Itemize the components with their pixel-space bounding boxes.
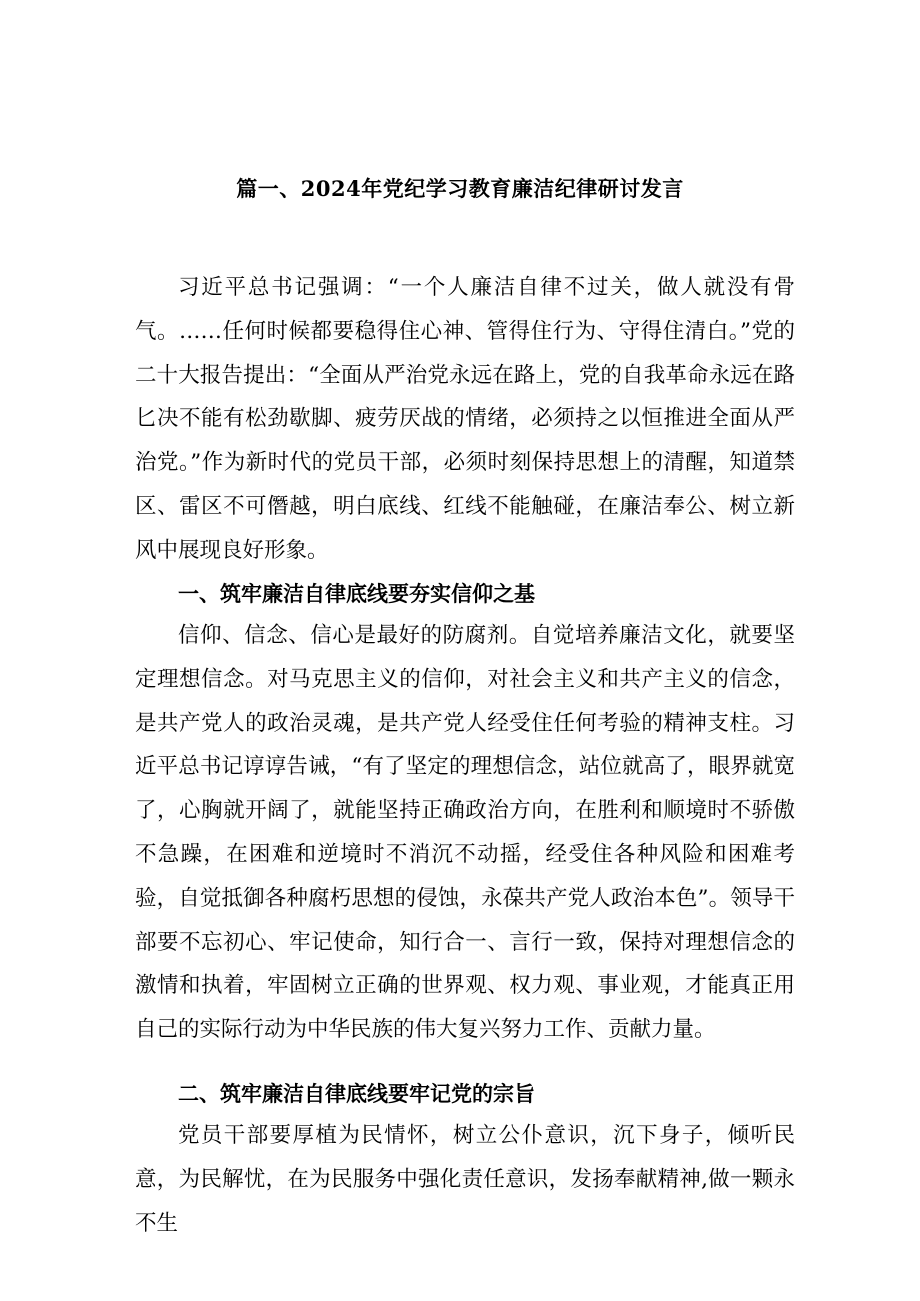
document-title: 篇一、2024年党纪学习教育廉洁纪律研讨发言	[236, 176, 684, 201]
section-paragraph-2: 党员干部要厚植为民情怀，树立公仆意识，沉下身子，倾听民意，为民解忧，在为民服务中强化责任意识，发扬奉献精神,做一颗永不生	[135, 1123, 795, 1236]
section-paragraph-1: 信仰、信念、信心是最好的防腐剂。自觉培养廉洁文化，就要坚定理想信念。对马克思主义的信仰，对社会主义和共产主义的信念，是共产党人的政治灵魂，是共产党人经受住任何考验的精神支柱。习近平总书记谆谆告诫，“有了坚定的理想信念，站位就高了，眼界就宽了，心胸就开阔了，就能坚持正确政治方向，在胜利和顺境时不骄傲不急躁，在困难和逆境时不消沉不动摇，经受住各种风险和困难考验，自觉抵御各种腐朽思想的侵蚀，永葆共产党人政治本色”。领导干部要不忘初心、牢记使命，知行合一、言行一致，保持对理想信念的激情和执着，牢固树立正确的世界观、权力观、事业观，才能真正用自己的实际行动为中华民族的伟大复兴努力工作、贡献力量。	[135, 623, 795, 1043]
section-heading-2: 二、筑牢廉洁自律底线要牢记党的宗旨	[178, 1081, 535, 1106]
intro-paragraph: 习近平总书记强调：“一个人廉洁自律不过关，做人就没有骨气。……任何时候都要稳得住心神、管得住行为、守得住清白。”党的二十大报告提出：“全面从严治党永远在路上，党的自我革命永远在路匕决不能有松劲歇脚、疲劳厌战的情绪，必须持之以恒推进全面从严治党。”作为新时代的党员干部，必须时刻保持思想上的清醒，知道禁区、雷区不可僭越，明白底线、红线不能触碰，在廉洁奉公、树立新风中展现良好形象。	[135, 275, 795, 563]
section-heading-1: 一、筑牢廉洁自律底线要夯实信仰之基	[178, 581, 535, 606]
